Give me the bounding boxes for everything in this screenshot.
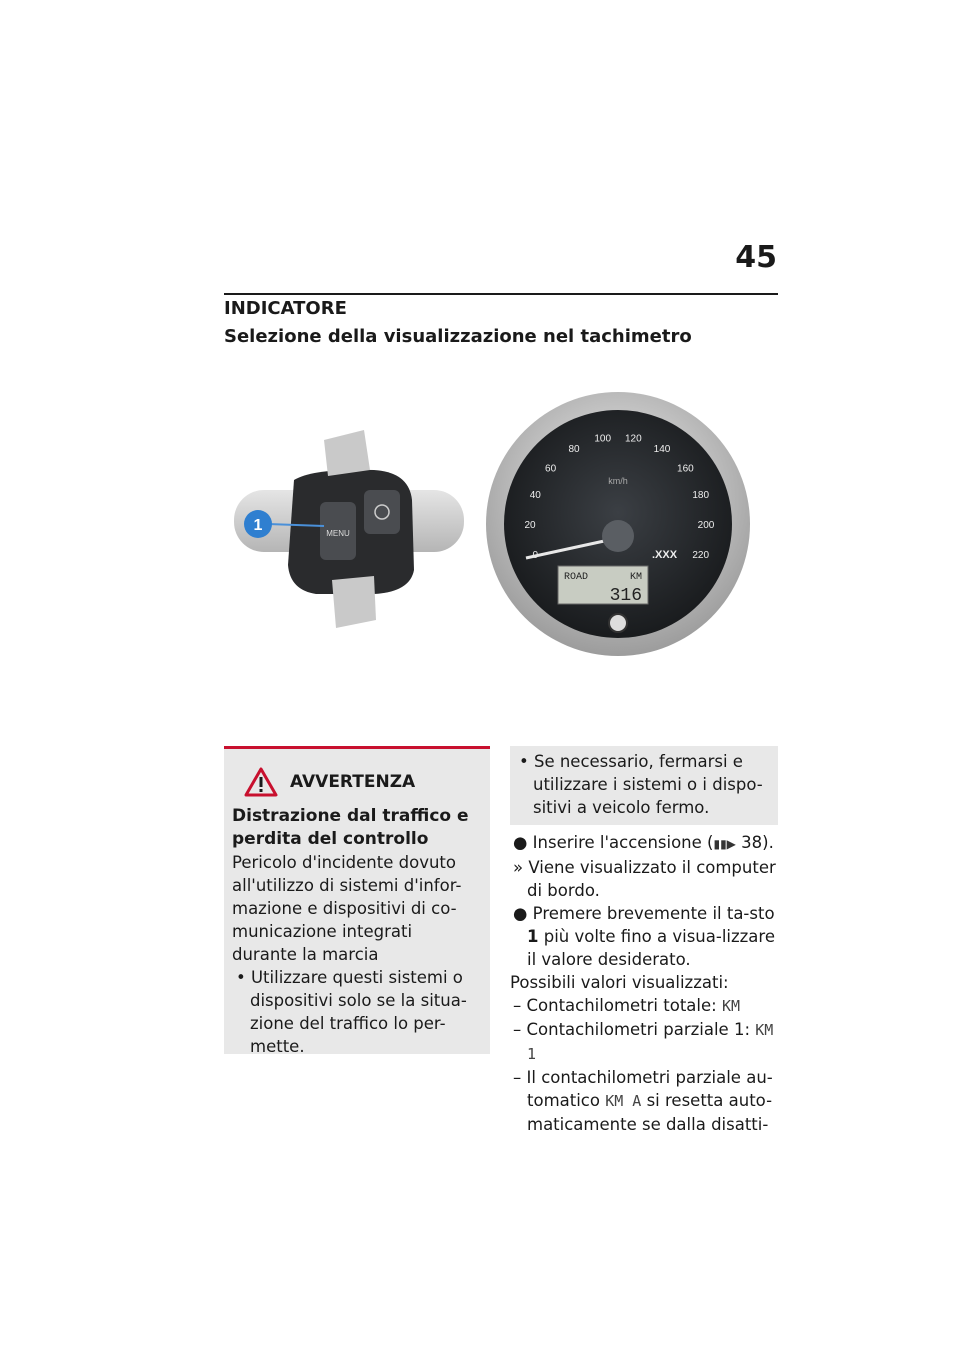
speed-scale-label: 160 <box>677 463 694 475</box>
subsection-title: Selezione della visualizzazione nel tachimetro <box>224 326 692 347</box>
speed-scale-label: 40 <box>529 489 541 501</box>
speedometer-figure <box>224 380 778 710</box>
warning-triangle-icon <box>244 767 278 797</box>
speed-scale-label: 20 <box>524 520 536 531</box>
value-item-total-text: Contachilometri totale: <box>526 996 722 1015</box>
menu-button-label: MENU <box>326 529 350 538</box>
speed-unit: km/h <box>608 476 628 486</box>
step-ignition-text: Inserire l'accensione ( <box>532 833 714 852</box>
value-item-auto-text-a: Il contachilometri parziale au-tomatico <box>526 1068 773 1110</box>
power-button <box>364 490 400 534</box>
step-ignition-end: ). <box>762 833 774 852</box>
speed-scale-label: 220 <box>692 550 710 562</box>
warning-header <box>244 767 480 797</box>
page-number: 45 <box>735 240 777 275</box>
value-item-total: – Contachilometri totale: KM <box>513 996 741 1015</box>
page-reference: 38 <box>741 833 763 852</box>
value-item-auto: – Il contachilometri parziale au-tomatico KM A si resetta auto-maticamente se dalla disatti- <box>513 1068 773 1134</box>
speed-scale-label: 180 <box>692 489 710 501</box>
lcd-unit: KM <box>629 572 642 583</box>
step-button-text-b: più volte fino a visua-lizzare il valore desiderato. <box>527 927 775 969</box>
speed-scale-label: 100 <box>594 433 612 445</box>
speed-scale-label: 120 <box>624 433 642 445</box>
speed-scale-label: 60 <box>545 463 557 475</box>
step-button-key: 1 <box>527 927 539 946</box>
header-rule <box>224 293 778 295</box>
model-mark: .XXX <box>652 549 678 561</box>
warning-subtitle-1: Distrazione dal traffico e <box>232 806 469 826</box>
switch-lever-top <box>324 430 370 476</box>
value-item-trip1: – Contachilometri parziale 1: KM 1 <box>513 1020 774 1063</box>
instructions-column <box>510 746 778 1136</box>
lcd-value: 316 <box>609 586 642 606</box>
note-bullet-text: Se necessario, fermarsi e utilizzare i sistemi o i dispo-sitivi a veicolo fermo. <box>533 752 763 817</box>
value-item-trip1-text: Contachilometri parziale 1: <box>526 1020 756 1039</box>
value-item-trip1-code: KM 1 <box>527 1021 774 1063</box>
warning-title: AVVERTENZA <box>290 771 416 792</box>
note-bullet: • Se necessario, fermarsi e utilizzare i sistemi o i dispo-sitivi a veicolo fermo. <box>519 752 763 817</box>
result-display: » Viene visualizzato il computer di bordo. <box>513 858 776 900</box>
value-item-auto-text-b: si resetta auto-maticamente se dalla disatti- <box>527 1091 773 1134</box>
warning-bullet-text: Utilizzare questi sistemi o dispositivi solo se la situa-zione del traffico lo per-mette. <box>250 968 467 1056</box>
possible-values-label: Possibili valori visualizzati: <box>510 973 729 992</box>
needle-hub <box>602 520 634 552</box>
lcd-mode: ROAD <box>564 572 589 583</box>
section-title: INDICATORE <box>224 298 347 319</box>
step-ignition: ● Inserire l'accensione (▮▮▶ 38). <box>513 833 774 852</box>
page-reference-arrow-icon: ▮▮▶ <box>713 837 736 851</box>
note-box <box>510 746 778 825</box>
value-item-total-code: KM <box>721 997 741 1015</box>
step-button: ● Premere brevemente il ta-sto 1 più volte fino a visua-lizzare il valore desiderato. <box>513 904 775 969</box>
value-item-auto-code: KM A <box>605 1092 642 1110</box>
warning-box <box>224 746 490 1054</box>
speed-scale-label: 80 <box>568 443 580 455</box>
warning-body: Pericolo d'incidente dovuto all'utilizzo di sistemi d'infor-mazione e dispositivi di co-municazione integrati durante la marcia <box>232 853 462 964</box>
step-button-text-a: Premere brevemente il ta-sto <box>532 904 775 923</box>
speed-scale-label: 140 <box>653 443 671 455</box>
result-display-text: Viene visualizzato il computer di bordo. <box>527 858 776 900</box>
warning-subtitle-2: perdita del controllo <box>232 829 429 849</box>
warning-bullet: • Utilizzare questi sistemi o dispositivi solo se la situa-zione del traffico lo per-mette. <box>236 968 467 1056</box>
callout-number: 1 <box>253 517 263 534</box>
bmw-logo-icon <box>609 614 627 632</box>
switch-lever-bottom <box>332 576 376 628</box>
speed-scale-label: 200 <box>697 520 715 531</box>
